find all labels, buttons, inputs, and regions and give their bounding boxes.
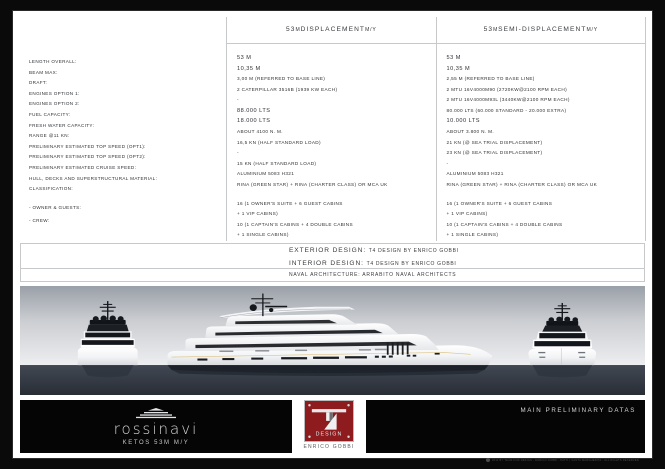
naval-architecture-box: [20, 269, 645, 282]
spec-table: [20, 17, 645, 241]
accommodation-value: 10 (1 CAPTAIN'S CABINS + 4 DOUBLE CABINS: [446, 221, 563, 227]
spec-label: ENGINES OPTION 1:: [29, 90, 80, 96]
header-size: 53: [483, 26, 494, 34]
spec-value: 2 MTU 16V4000M90 (2720KW@2100 RPM EACH): [446, 86, 568, 92]
spec-value: 2 MTU 16V4000M93L (3440KW@2100 RPM EACH): [446, 97, 570, 103]
spec-value: 21 KN (@ SEA TRIAL DISPLACEMENT): [446, 139, 543, 145]
exterior-design-value: T4 DESIGN BY ENRICO GOBBI: [368, 248, 459, 254]
t4-logo-icon: [304, 400, 354, 442]
spec-value: 10,35 M: [237, 65, 261, 72]
spacer: [237, 191, 436, 199]
spec-label: FUEL CAPACITY:: [29, 111, 71, 117]
spec-value: -: [237, 97, 239, 103]
spec-value: 15 KN (HALF STANDARD LOAD): [237, 160, 317, 166]
interior-design-label: INTERIOR DESIGN:: [289, 260, 364, 267]
svg-text:DESIGN: DESIGN: [315, 431, 343, 438]
spec-value: 2,55 M (REFERRED TO BASE LINE): [446, 76, 535, 82]
column-body: [437, 44, 646, 241]
header-my: M/Y: [365, 26, 377, 33]
spec-value: ABOUT 3.800 N. M.: [446, 129, 495, 135]
spec-label: ENGINES OPTION 2:: [29, 101, 80, 107]
accommodation-value: 10 (1 CAPTAIN'S CABINS + 4 DOUBLE CABINS: [237, 221, 354, 227]
exterior-design-label: EXTERIOR DESIGN:: [289, 247, 367, 254]
spec-label-crew: - CREW:: [29, 217, 50, 223]
spec-value: RINA (GREEN STAR) + RINA (CHARTER CLASS) OR MCA UK: [237, 182, 388, 188]
spec-label-column: [20, 17, 226, 241]
spec-value: -: [446, 160, 449, 166]
copyright-notice: [486, 458, 639, 462]
footer: [20, 400, 645, 462]
accommodation-value: 16 (1 OWNER'S SUITE + 6 GUEST CABINS: [446, 200, 553, 206]
naval-architecture-row: NAVAL ARCHITECTURE: ARRABITO NAVAL ARCHITECTS: [289, 272, 457, 278]
copyright-text: 2011 BY TEAM FOR DESIGN - ENRICO GOBBI - PATTI | SANTA MARGHERITA - ALL RIGHTS RESERVED: [491, 458, 639, 462]
main-title-block: [366, 400, 645, 462]
spec-value: -: [237, 150, 239, 156]
spec-label: CLASSIFICATION:: [29, 186, 73, 192]
spec-label: FRESH WATER CAPACITY:: [29, 122, 95, 128]
spec-label: HULL, DECKS AND SUPERSTRUCTURAL MATERIAL:: [29, 175, 158, 181]
spec-value: ALUMINIUM 5083 H321: [237, 171, 295, 177]
spec-label: PRELIMINARY ESTIMATED CRUISE SPEED:: [29, 164, 137, 170]
spec-value: 53 M: [446, 54, 461, 61]
copyright-icon: [486, 458, 490, 462]
rossinavi-logo-icon: [133, 408, 179, 420]
rossinavi-brand-block: [20, 400, 292, 453]
spec-value: ALUMINIUM 5083 H321: [446, 171, 504, 177]
spec-label: RANGE @11 KN:: [29, 133, 70, 139]
spacer: [447, 191, 646, 199]
spec-value: 88.000 LTS: [237, 107, 271, 114]
design-box: [20, 243, 645, 269]
accommodation-value: 16 (1 OWNER'S SUITE + 6 GUEST CABINS: [237, 200, 343, 206]
spec-value: 10.000 LTS: [446, 118, 481, 125]
spec-value: 18.000 LTS: [237, 118, 271, 125]
header-type: SEMI-DISPLACEMENT: [498, 26, 587, 34]
accommodation-value: + 1 VIP CABINS): [237, 211, 278, 217]
exterior-design-row: [227, 244, 644, 257]
header-unit: M: [295, 26, 301, 33]
spec-value: 16,5 KN (HALF STANDARD LOAD): [237, 139, 321, 145]
spec-label: PRELIMINARY ESTIMATED TOP SPEED (OPT2):: [29, 154, 146, 160]
column-header-semi-displacement: [437, 17, 646, 44]
main-title: MAIN PRELIMINARY DATAS: [520, 407, 636, 415]
column-header-displacement: [227, 17, 436, 44]
spec-value: 80.000 LTS (60.000 STANDARD - 20.000 EXTRA): [446, 107, 567, 113]
spec-value: 3,00 M (REFERRED TO BASE LINE): [237, 76, 326, 82]
spec-label: DRAFT:: [29, 80, 48, 86]
t4-logo-svg: [305, 401, 353, 441]
spec-label: BEAM MAX:: [29, 69, 58, 75]
column-body: [227, 44, 436, 241]
spec-label: PRELIMINARY ESTIMATED TOP SPEED (OPT1):: [29, 143, 146, 149]
spec-value: ABOUT 4100 N. M.: [237, 129, 283, 135]
spec-label-owner: - OWNER & GUESTS:: [29, 204, 82, 210]
spec-value: 2 CATERPILLAR 3516B (1939 KW EACH): [237, 86, 338, 92]
header-unit: M: [493, 26, 499, 33]
yacht-rendering: [20, 286, 645, 395]
accommodation-value: + 1 VIP CABINS): [446, 211, 488, 217]
interior-design-value: T4 DESIGN BY ENRICO GOBBI: [366, 261, 457, 267]
accommodation-value: + 1 SINGLE CABINS): [237, 232, 289, 238]
header-type: DISPLACEMENT: [300, 26, 366, 34]
column-semi-displacement: [436, 17, 647, 241]
design-credits: [20, 243, 645, 282]
spacer: [29, 195, 226, 203]
t4-designer-name: ENRICO GOBBI: [303, 444, 355, 451]
brand-name: rossinavi: [113, 419, 199, 438]
spec-sheet: [12, 10, 653, 462]
yacht-illustration: [20, 286, 645, 395]
spec-value: 10,35 M: [446, 65, 471, 72]
spec-value: 53 M: [237, 54, 252, 61]
t4-design-block: [297, 400, 361, 453]
brand-model: KETOS 53M M/Y: [122, 439, 190, 446]
column-displacement: [226, 17, 437, 241]
header-size: 53: [285, 26, 296, 34]
accommodation-value: + 1 SINGLE CABINS): [446, 232, 499, 238]
spec-value: RINA (GREEN STAR) + RINA (CHARTER CLASS) OR MCA UK: [446, 182, 598, 188]
header-my: M/Y: [586, 26, 598, 33]
spec-label: LENGTH OVERALL:: [29, 59, 77, 64]
spec-value: 23 KN (@ SEA TRIAL DISPLACEMENT): [446, 150, 543, 156]
